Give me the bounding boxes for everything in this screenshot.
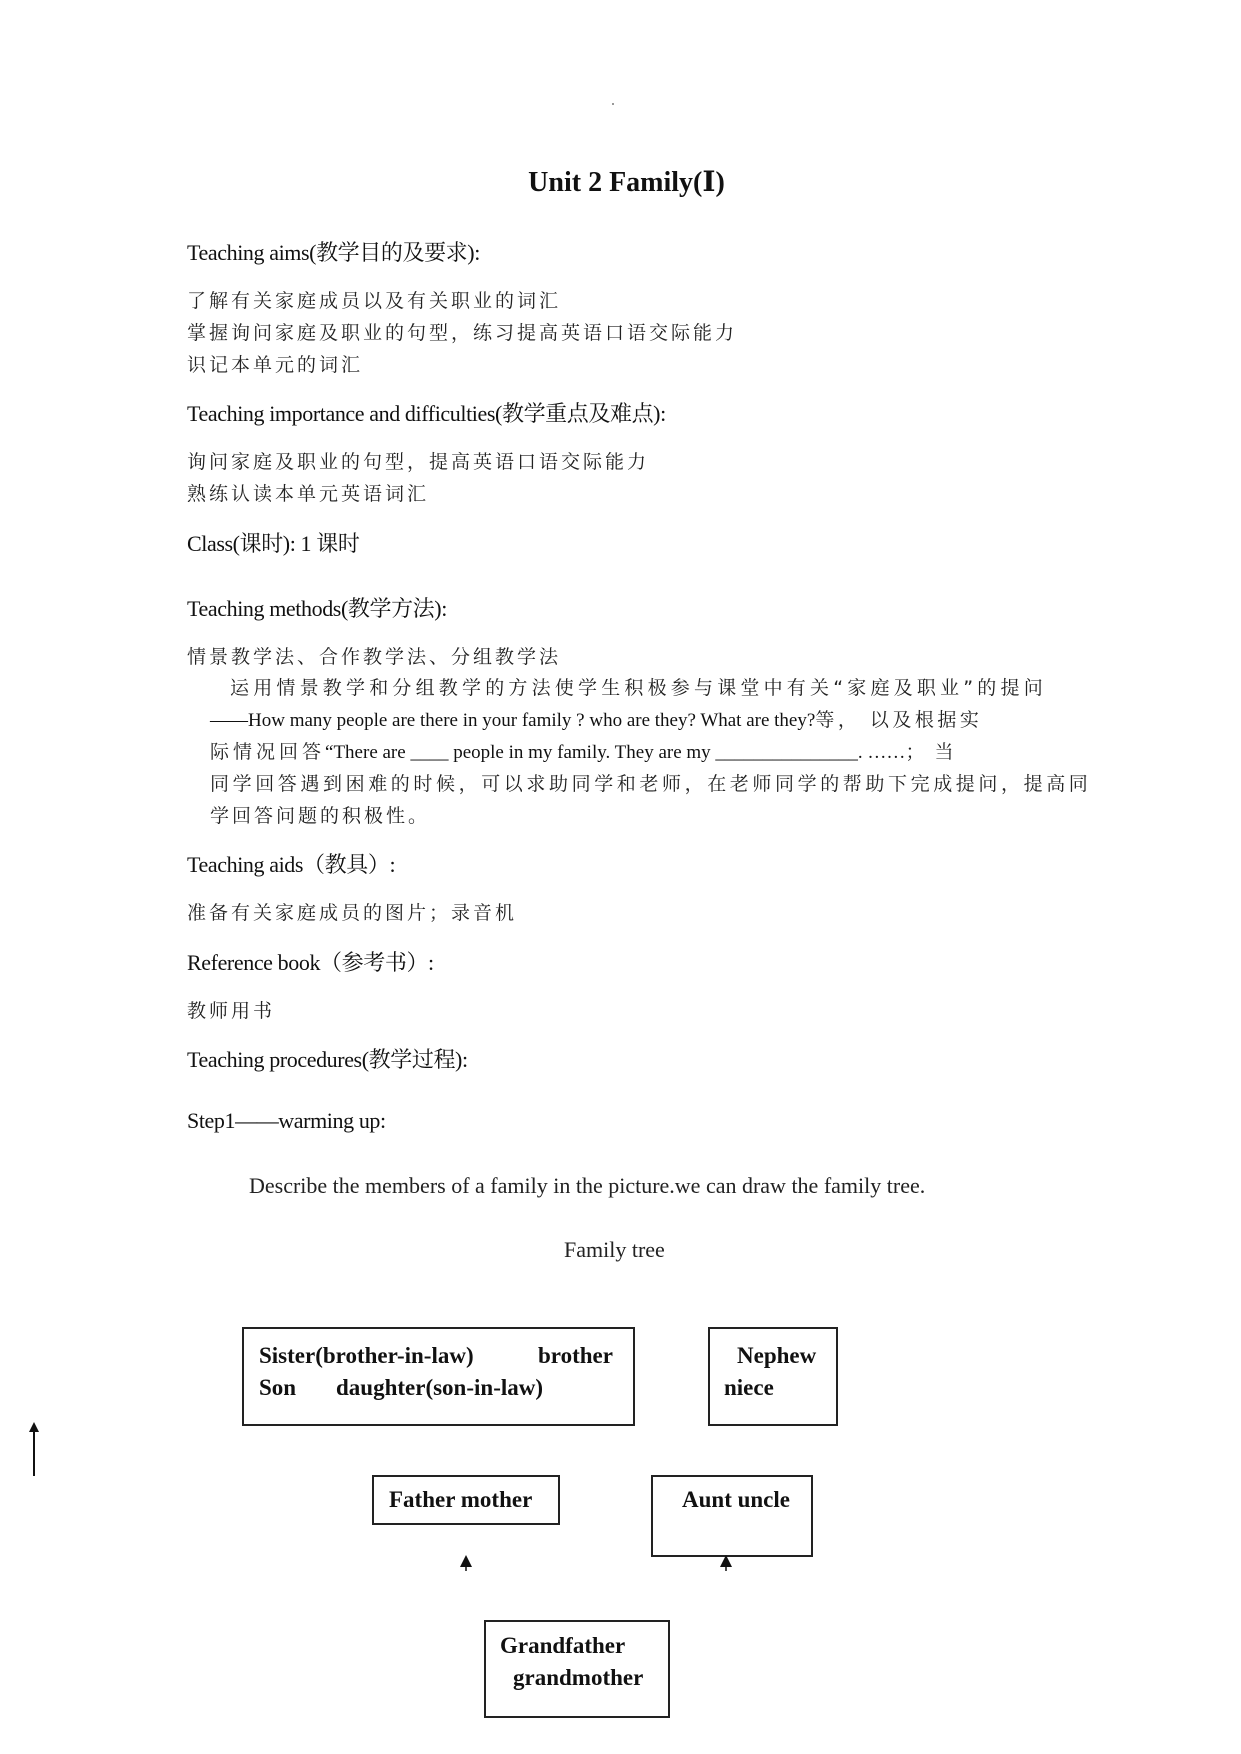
methods-para-line-3-cn-b: ；当 [905, 741, 964, 763]
procedures-heading: Teaching procedures(教学过程): [187, 1047, 468, 1072]
methods-para-question: ——How many people are there in your family ? who are they? What are they? [210, 710, 816, 731]
box3-father-mother: Father mother [389, 1487, 533, 1512]
aids-line: 准备有关家庭成员的图片；录音机 [187, 902, 518, 924]
importance-heading: Teaching importance and difficulties(教学重点及难点): [187, 401, 666, 426]
box4-aunt-uncle: Aunt uncle [682, 1487, 790, 1512]
methods-para-line-3 [210, 737, 963, 764]
tree-box-nephew-niece [708, 1327, 838, 1426]
box1-brother: brother [538, 1343, 613, 1368]
aims-line-1: 了解有关家庭成员以及有关职业的词汇 [187, 290, 562, 312]
reference-heading: Reference book（参考书）: [187, 950, 434, 975]
side-arrow-up-icon [27, 1422, 41, 1476]
tree-box-siblings-children [242, 1327, 635, 1426]
methods-heading: Teaching methods(教学方法): [187, 596, 447, 621]
aims-line-3: 识记本单元的词汇 [187, 354, 364, 376]
step1-heading: Step1——warming up: [187, 1108, 386, 1133]
arrow-up-to-aunt-uncle-icon [719, 1555, 733, 1571]
page-title: Unit 2 Family(Ⅰ) [528, 167, 725, 198]
methods-line: 情景教学法、合作教学法、分组教学法 [187, 646, 562, 668]
importance-line-2: 熟练认读本单元英语词汇 [187, 483, 430, 505]
box1-son: Son [259, 1375, 297, 1400]
box2-niece: niece [724, 1375, 774, 1400]
methods-para-line-3-cn-a: 际情况回答 [210, 741, 326, 763]
importance-line-1: 询问家庭及职业的句型，提高英语口语交际能力 [187, 451, 650, 473]
aims-line-2: 掌握询问家庭及职业的句型，练习提高英语口语交际能力 [187, 322, 738, 344]
tree-box-grandparents [484, 1620, 670, 1718]
class-line: Class(课时): 1 课时 [187, 531, 360, 556]
box5-grandmother: grandmother [513, 1665, 644, 1690]
aids-heading: Teaching aids（教具）: [187, 852, 396, 877]
describe-text: Describe the members of a family in the picture.we can draw the family tree. [249, 1173, 926, 1198]
arrow-up-to-parents-icon [459, 1555, 473, 1571]
tree-box-parents [372, 1475, 560, 1525]
box1-sister: Sister(brother-in-law) [259, 1343, 474, 1368]
box1-daughter: daughter(son-in-law) [336, 1375, 544, 1400]
reference-line: 教师用书 [187, 1000, 276, 1022]
methods-para-line-1: 运用情景教学和分组教学的方法使学生积极参与课堂中有关“家庭及职业”的提问 [230, 677, 1047, 699]
aims-heading: Teaching aims(教学目的及要求): [187, 240, 480, 265]
box5-grandfather: Grandfather [500, 1633, 626, 1658]
methods-para-answer: “There are ____ people in my family. They are my _______________. …… [325, 742, 906, 763]
tree-caption: Family tree [564, 1237, 665, 1262]
methods-para-line-2 [210, 705, 982, 732]
methods-para-line-4: 同学回答遇到困难的时候，可以求助同学和老师，在老师同学的帮助下完成提问，提高同 [210, 773, 1092, 795]
header-dot [612, 103, 614, 105]
tree-box-aunt-uncle [651, 1475, 813, 1557]
methods-para-line-5: 学回答问题的积极性。 [210, 805, 431, 827]
box2-nephew: Nephew [737, 1343, 817, 1368]
methods-para-line-2-cn: 等， 以及根据实 [815, 709, 983, 731]
